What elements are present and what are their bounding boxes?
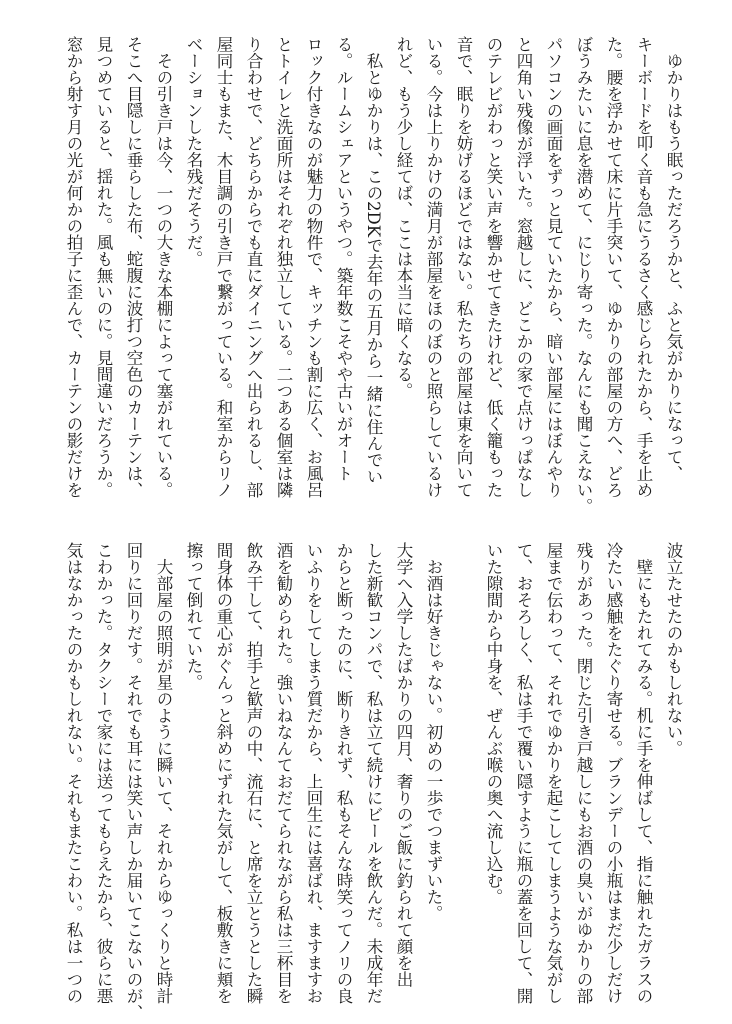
text-column: 私とゆかりは、この2DKで去年の五月から一緒に住んでい [364,36,383,485]
text-column: 回りに回りだす。それでも耳には笑い声しか届いてこないのが、 [124,542,143,1021]
text-column: 大部屋の照明が星のように瞬いて、それからゆっくりと時計 [154,542,173,1004]
text-column: れど、もう少し経てば、ここは本当に暗くなる。 [394,36,413,399]
text-column: とトイレと洗面所はそれぞれ独立している。二つある個室は隣 [274,36,293,498]
text-column: した新歓コンパで、私は立て続けにビールを飲んだ。未成年だ [364,542,383,1004]
text-column: 見つめていると、揺れた。風も無いのに。見間違いだろうか。 [94,36,113,498]
text-column: 擦って倒れていた。 [184,542,203,691]
blank-column [448,542,478,1012]
text-column: いた隙間から中身を、ぜんぶ喉の奥へ流し込む。 [484,542,503,905]
text-column: ぼうみたいに息を潜めて、にじり寄った。なんにも聞こえない。 [574,36,593,515]
text-column: からと断ったのに、断りきれず、私もそんな時笑ってノリの良 [334,542,353,1004]
text-column: 酒を勧められた。強いねなんておだてられながら私は三杯目を [274,542,293,1004]
text-column: て、おそろしく、私は手で覆い隠すように瓶の蓋を回して、開 [514,542,533,1004]
text-column: こわかった。タクシーで家には送ってもらえたから、彼らに悪 [94,542,113,1004]
text-column: る。ルームシェアというやつ。築年数こそやや古いがオート [334,36,353,482]
text-column: 飲み干して、拍手と歓声の中、流石に、と席を立とうとした瞬 [244,542,263,1004]
text-column: ゆかりはもう眠っただろうかと、ふと気がかりになって、 [664,36,683,482]
text-column: と四角い残像が浮いた。窓越しに、どこかの家で点けっぱなし [514,36,533,498]
text-block-bottom [58,542,688,1021]
text-column: 残りがあった。閉じた引き戸越しにもお酒の臭いがゆかりの部 [574,542,593,1004]
text-column: り合わせで、どちらからでも直にダイニングへ出られるし、部 [244,36,263,498]
text-column: 大学へ入学したばかりの四月、奢りのご飯に釣られて顔を出 [394,542,413,988]
text-column: 気はなかったのかもしれない。それもまたこわい。私は一つの [64,542,83,1004]
text-column: 間身体の重心がぐんっと斜めにずれた気がして、板敷きに頬を [214,542,233,1004]
text-column: そこへ目隠しに垂らした布、蛇腹に波打つ空色のカーテンは、 [124,36,143,498]
text-column: た。腰を浮かせて床に片手突いて、ゆかりの部屋の方へ、どろ [604,36,623,498]
text-column: パソコンの画面をずっと見ていたから、暗い部屋にはぼんやり [544,36,563,498]
text-column: ベーションした名残だそうだ。 [184,36,203,267]
text-column: 屋まで伝わって、それでゆかりを起こしてしまうような気がし [544,542,563,1004]
text-column: 壁にもたれてみる。机に手を伸ばして、指に触れたガラスの [634,542,653,1004]
text-column: 冷たい感触をたぐり寄せる。ブランデーの小瓶はまだ少しだけ [604,542,623,1004]
text-column: のテレビがわっと笑い声を響かせてきたけれど、低く籠もった [484,36,503,498]
text-column: キーボードを叩く音も急にうるさく感じられたから、手を止め [634,36,653,498]
text-column: いふりをしてしまう質だから、上回生には喜ばれ、ますますお [304,542,323,1004]
text-column: いる。今は上りかけの満月が部屋をほのぼのと照らしているけ [424,36,443,498]
text-block-top [58,36,688,515]
text-column: 窓から射す月の光が何かの拍子に歪んで、カーテンの影だけを [64,36,83,498]
text-column: 音で、眠りを妨げるほどではない。私たちの部屋は東を向いて [454,36,473,498]
text-column: その引き戸は今、一つの大きな本棚によって塞がれている。 [154,36,173,498]
text-column: お酒は好きじゃない。初めの一歩でつまずいた。 [424,542,443,922]
text-column: 波立たせたのかもしれない。 [664,542,683,757]
text-column: 屋同士もまた、木目調の引き戸で繋がっている。和室からリノ [214,36,233,498]
text-column: ロック付きなのが魅力の物件で、キッチンも割に広く、お風呂 [304,36,323,498]
